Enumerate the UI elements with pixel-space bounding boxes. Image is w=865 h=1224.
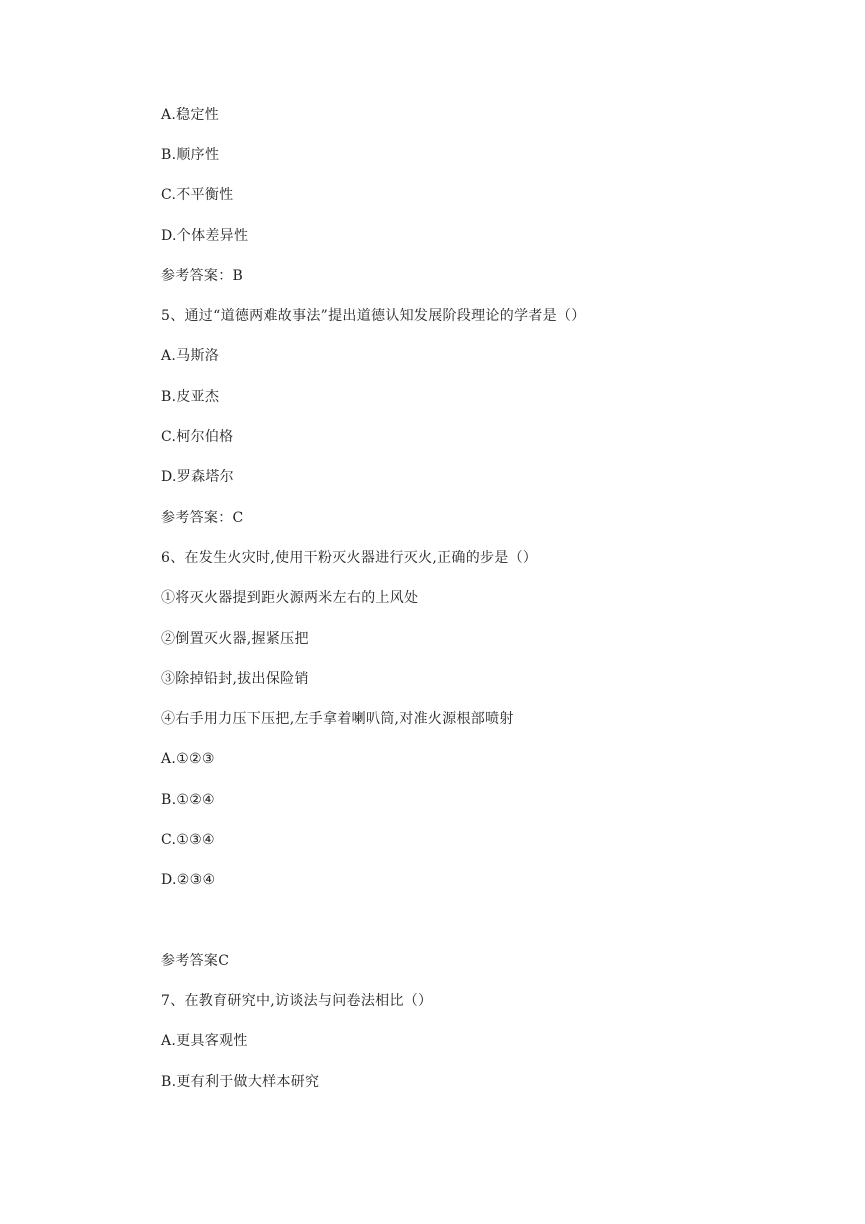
question-6: 6、在发生火灾时,使用干粉灭火器进行灭火,正确的步是（） — [161, 550, 538, 566]
question-7: 7、在教育研究中,访谈法与问卷法相比（） — [161, 993, 433, 1009]
question-5: 5、通过“道德两难故事法”提出道德认知发展阶段理论的学者是（） — [161, 308, 586, 324]
option-d-q4: D.个体差异性 — [161, 228, 249, 244]
option-a-q6: A.①②③ — [161, 751, 215, 767]
option-d-q5: D.罗森塔尔 — [161, 469, 234, 485]
option-c-q5: C.柯尔伯格 — [161, 429, 234, 445]
answer-q4: 参考答案：B — [161, 268, 244, 284]
answer-q5: 参考答案：C — [161, 510, 244, 526]
option-a-q7: A.更具客观性 — [161, 1033, 248, 1049]
option-a-q4: A.稳定性 — [161, 107, 220, 123]
option-c-q4: C.不平衡性 — [161, 187, 234, 203]
option-b-q6: B.①②④ — [161, 792, 215, 808]
option-c-q6: C.①③④ — [161, 832, 215, 848]
option-b-q7: B.更有利于做大样本研究 — [161, 1074, 320, 1090]
option-d-q6: D.②③④ — [161, 872, 216, 888]
answer-q6: 参考答案C — [161, 953, 230, 969]
option-b-q4: B.顺序性 — [161, 147, 220, 163]
option-a-q5: A.马斯洛 — [161, 348, 220, 364]
step-2-q6: ②倒置灭火器,握紧压把 — [161, 631, 309, 647]
option-b-q5: B.皮亚杰 — [161, 389, 220, 405]
step-4-q6: ④右手用力压下压把,左手拿着喇叭筒,对准火源根部喷射 — [161, 711, 514, 727]
step-1-q6: ①将灭火器提到距火源两米左右的上风处 — [161, 590, 419, 606]
step-3-q6: ③除掉铅封,拔出保险销 — [161, 671, 309, 687]
